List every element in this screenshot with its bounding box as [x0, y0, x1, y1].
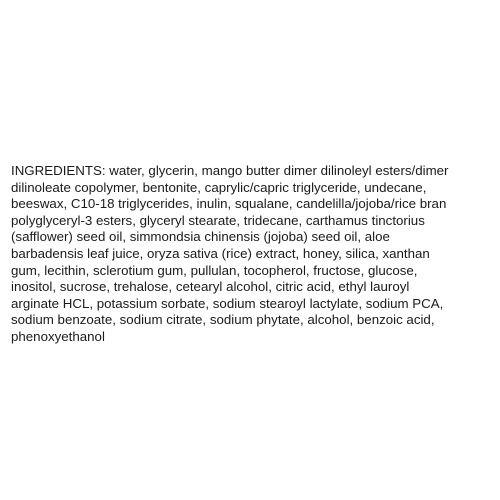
ingredients-line: (safflower) seed oil, simmondsia chinensis (jojoba) seed oil, aloe [11, 229, 390, 245]
ingredients-line: beeswax, C10-18 triglycerides, inulin, squalane, candelilla/jojoba/rice bran [11, 196, 447, 212]
ingredients-line: phenoxyethanol [11, 328, 105, 344]
ingredients-list [11, 163, 493, 346]
ingredients-line: dilinoleate copolymer, bentonite, caprylic/capric triglyceride, undecane, [11, 179, 427, 195]
ingredients-line: barbadensis leaf juice, oryza sativa (rice) extract, honey, silica, xanthan [11, 245, 430, 261]
ingredients-line: inositol, sucrose, trehalose, cetearyl alcohol, citric acid, ethyl lauroyl [11, 279, 410, 295]
ingredients-line: gum, lecithin, sclerotium gum, pullulan, tocopherol, fructose, glucose, [11, 262, 418, 278]
ingredients-line: arginate HCL, potassium sorbate, sodium stearoyl lactylate, sodium PCA, [11, 295, 444, 311]
ingredients-line: polyglyceryl-3 esters, glyceryl stearate, tridecane, carthamus tinctorius [11, 212, 425, 228]
ingredients-line: INGREDIENTS: water, glycerin, mango butter dimer dilinoleyl esters/dimer [11, 163, 449, 178]
ingredients-line: sodium benzoate, sodium citrate, sodium phytate, alcohol, benzoic acid, [11, 312, 435, 328]
